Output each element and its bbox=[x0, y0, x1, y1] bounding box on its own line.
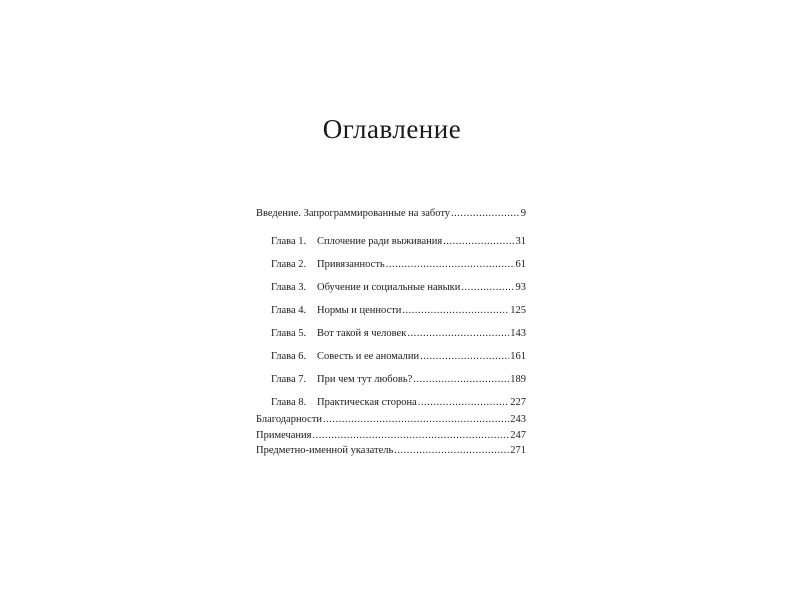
chapter-number: Глава 5. bbox=[271, 328, 307, 339]
entry-page: 9 bbox=[520, 208, 526, 219]
entry-page: 189 bbox=[510, 374, 526, 385]
entry-page: 61 bbox=[515, 259, 526, 270]
chapter-title: При чем тут любовь? bbox=[317, 374, 413, 385]
entry-page: 247 bbox=[510, 429, 526, 441]
toc-entry-intro[interactable] bbox=[256, 207, 526, 220]
entry-page: 93 bbox=[515, 282, 526, 293]
toc-entry-chapter[interactable] bbox=[271, 350, 526, 363]
toc-entry-chapter[interactable] bbox=[271, 281, 526, 294]
entry-page: 271 bbox=[510, 445, 526, 456]
dot-leader bbox=[420, 350, 509, 363]
page-title: Оглавление bbox=[322, 114, 462, 144]
entry-label bbox=[271, 396, 417, 409]
entry-label: Введение. Запрограммированные на заботу bbox=[256, 208, 451, 219]
chapter-title: Практическая сторона bbox=[317, 397, 417, 408]
entry-page: 125 bbox=[510, 305, 526, 316]
chapter-number: Глава 7. bbox=[271, 374, 307, 385]
chapter-number: Глава 4. bbox=[271, 305, 307, 316]
entry-label: Благодарности bbox=[256, 414, 323, 425]
entry-label bbox=[271, 235, 442, 248]
dot-leader bbox=[323, 413, 509, 426]
toc-entry-chapter[interactable] bbox=[271, 327, 526, 340]
entry-label bbox=[271, 373, 412, 386]
chapter-number: Глава 2. bbox=[271, 259, 307, 270]
chapter-title: Нормы и ценности bbox=[317, 305, 402, 316]
toc-entry-back-matter[interactable] bbox=[256, 444, 526, 457]
toc-entry-chapter[interactable] bbox=[271, 258, 526, 271]
toc-entry-chapter[interactable] bbox=[271, 304, 526, 317]
dot-leader bbox=[407, 327, 509, 340]
dot-leader bbox=[418, 396, 510, 409]
chapter-number: Глава 3. bbox=[271, 282, 307, 293]
entry-page: 161 bbox=[510, 351, 526, 362]
chapter-number: Глава 1. bbox=[271, 236, 307, 247]
chapter-number: Глава 8. bbox=[271, 397, 307, 408]
toc-entry-back-matter[interactable] bbox=[256, 429, 526, 442]
entry-label bbox=[271, 350, 419, 363]
entry-label bbox=[271, 327, 406, 340]
entry-page: 143 bbox=[510, 328, 526, 339]
dot-leader bbox=[461, 281, 514, 294]
dot-leader bbox=[386, 258, 515, 271]
entry-label bbox=[271, 304, 401, 317]
dot-leader bbox=[443, 235, 514, 248]
chapter-title: Обучение и социальные навыки bbox=[317, 282, 461, 293]
toc-entry-back-matter[interactable] bbox=[256, 413, 526, 426]
entry-label: Примечания bbox=[256, 429, 312, 441]
entry-page: 243 bbox=[510, 414, 526, 425]
dot-leader bbox=[394, 444, 509, 457]
toc-entry-chapter[interactable] bbox=[271, 235, 526, 248]
dot-leader bbox=[413, 373, 509, 386]
chapter-title: Сплочение ради выживания bbox=[317, 236, 443, 247]
chapter-title: Совесть и ее аномалии bbox=[317, 351, 420, 362]
chapter-title: Привязанность bbox=[317, 259, 385, 270]
chapter-number: Глава 6. bbox=[271, 351, 307, 362]
toc-entry-chapter[interactable] bbox=[271, 373, 526, 386]
entry-page: 227 bbox=[510, 397, 526, 408]
entry-label: Предметно-именной указатель bbox=[256, 445, 394, 456]
toc-entry-chapter[interactable] bbox=[271, 396, 526, 409]
entry-label bbox=[271, 281, 460, 294]
chapter-title: Вот такой я человек bbox=[317, 328, 407, 339]
dot-leader bbox=[313, 429, 510, 442]
entry-page: 31 bbox=[515, 236, 526, 247]
dot-leader bbox=[402, 304, 509, 317]
entry-label bbox=[271, 258, 385, 271]
dot-leader bbox=[451, 207, 520, 220]
